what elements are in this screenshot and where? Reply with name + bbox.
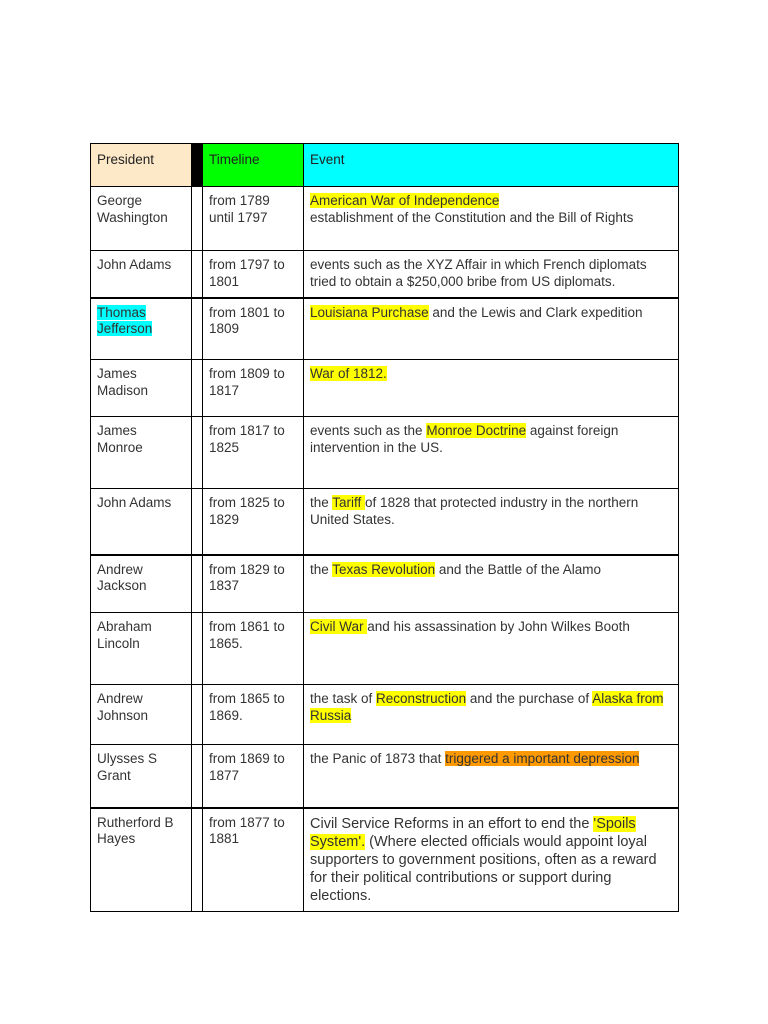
table-row — [91, 187, 679, 251]
table-row — [91, 613, 679, 685]
timeline-cell: from 1865 to 1869. — [203, 685, 304, 745]
highlighted-text: Civil War — [310, 619, 368, 634]
president-cell — [91, 685, 192, 745]
highlighted-text: Reconstruction — [376, 691, 467, 706]
divider-cell — [192, 298, 203, 360]
timeline-cell: from 1869 to 1877 — [203, 745, 304, 808]
divider-cell — [192, 417, 203, 489]
timeline-cell: from 1825 to 1829 — [203, 489, 304, 555]
table-row — [91, 555, 679, 613]
table-row — [91, 745, 679, 808]
event-text: and the Lewis and Clark expedition — [428, 304, 643, 320]
event-text: establishment of the Constitution and the Bill of Rights — [310, 209, 634, 225]
president-name: James Monroe — [97, 423, 143, 455]
header-event: Event — [304, 144, 679, 187]
timeline-cell: from 1801 to 1809 — [203, 298, 304, 360]
highlighted-text: Tariff — [332, 495, 366, 510]
event-text: the — [310, 561, 333, 577]
event-text: events such as the — [310, 423, 427, 438]
timeline-cell: from 1829 to 1837 — [203, 555, 304, 613]
president-cell — [91, 298, 192, 360]
timeline-cell: from 1797 to 1801 — [203, 251, 304, 298]
timeline-cell: from 1817 to 1825 — [203, 417, 304, 489]
timeline-cell: from 1809 to 1817 — [203, 360, 304, 417]
table-row — [91, 298, 679, 360]
event-text: (Where elected officials would appoint loyal supporters to government positions, often as a reward for their political contributions or support during elections. — [310, 833, 657, 904]
divider-cell — [192, 745, 203, 808]
divider-cell — [192, 489, 203, 555]
event-cell — [304, 251, 679, 298]
president-name: Andrew Johnson — [97, 691, 149, 723]
event-text: and the Battle of the Alamo — [435, 561, 601, 577]
event-cell — [304, 808, 679, 912]
president-cell — [91, 555, 192, 613]
event-cell — [304, 745, 679, 808]
event-text: Civil Service Reforms in an effort to end the — [310, 815, 594, 832]
president-name: James Madison — [97, 366, 149, 398]
highlighted-text: American War of Independence — [310, 193, 500, 208]
president-name: Thomas Jefferson — [97, 304, 153, 336]
divider-cell — [192, 360, 203, 417]
president-cell — [91, 251, 192, 298]
event-cell — [304, 555, 679, 613]
event-cell — [304, 613, 679, 685]
table-body — [91, 144, 679, 912]
president-name: Andrew Jackson — [97, 561, 147, 593]
president-cell — [91, 808, 192, 912]
divider-cell — [192, 685, 203, 745]
event-cell — [304, 360, 679, 417]
president-name: Abraham Lincoln — [97, 619, 152, 651]
event-cell — [304, 685, 679, 745]
divider-cell — [192, 187, 203, 251]
event-cell — [304, 417, 679, 489]
header-divider-cell — [192, 144, 203, 187]
timeline-cell: from 1877 to 1881 — [203, 808, 304, 912]
president-cell — [91, 417, 192, 489]
timeline-cell: from 1789 until 1797 — [203, 187, 304, 251]
table-row — [91, 251, 679, 298]
highlighted-text: Texas Revolution — [332, 561, 436, 577]
header-president: President — [91, 144, 192, 187]
event-text: events such as the XYZ Affair in which French diplomats tried to obtain a $250,000 bribe from US diplomats. — [310, 257, 647, 289]
presidents-table — [90, 143, 679, 912]
table-row — [91, 360, 679, 417]
table-row — [91, 685, 679, 745]
event-text: the Panic of 1873 that — [310, 751, 446, 766]
table-row — [91, 417, 679, 489]
event-cell — [304, 489, 679, 555]
event-text: and the purchase of — [466, 691, 593, 706]
president-name: Ulysses S Grant — [97, 751, 158, 783]
table-row — [91, 808, 679, 912]
highlighted-text: War of 1812. — [310, 366, 387, 381]
president-name: George Washington — [97, 193, 168, 225]
header-row — [91, 144, 679, 187]
president-cell — [91, 360, 192, 417]
highlighted-text: Monroe Doctrine — [426, 423, 527, 438]
president-name: John Adams — [97, 495, 172, 510]
event-cell — [304, 187, 679, 251]
highlighted-text: Louisiana Purchase — [310, 304, 429, 320]
event-text: the — [310, 495, 333, 510]
divider-cell — [192, 251, 203, 298]
president-cell — [91, 613, 192, 685]
header-timeline: Timeline — [203, 144, 304, 187]
highlighted-text: triggered a important depression — [445, 751, 640, 766]
highlighted-text: Alaska from Russia — [310, 691, 664, 723]
event-text: against foreign intervention in the US. — [310, 423, 619, 455]
event-cell — [304, 298, 679, 360]
highlighted-text: 'Spoils System'. — [310, 815, 636, 850]
event-text: of 1828 that protected industry in the northern United States. — [310, 495, 639, 527]
president-cell — [91, 745, 192, 808]
divider-cell — [192, 808, 203, 912]
president-cell — [91, 489, 192, 555]
president-name: John Adams — [97, 257, 172, 272]
president-name: Rutherford B Hayes — [97, 814, 174, 846]
event-text: the task of — [310, 691, 377, 706]
timeline-cell: from 1861 to 1865. — [203, 613, 304, 685]
event-text: and his assassination by John Wilkes Booth — [367, 619, 630, 634]
table-row — [91, 489, 679, 555]
president-cell — [91, 187, 192, 251]
divider-cell — [192, 613, 203, 685]
divider-cell — [192, 555, 203, 613]
